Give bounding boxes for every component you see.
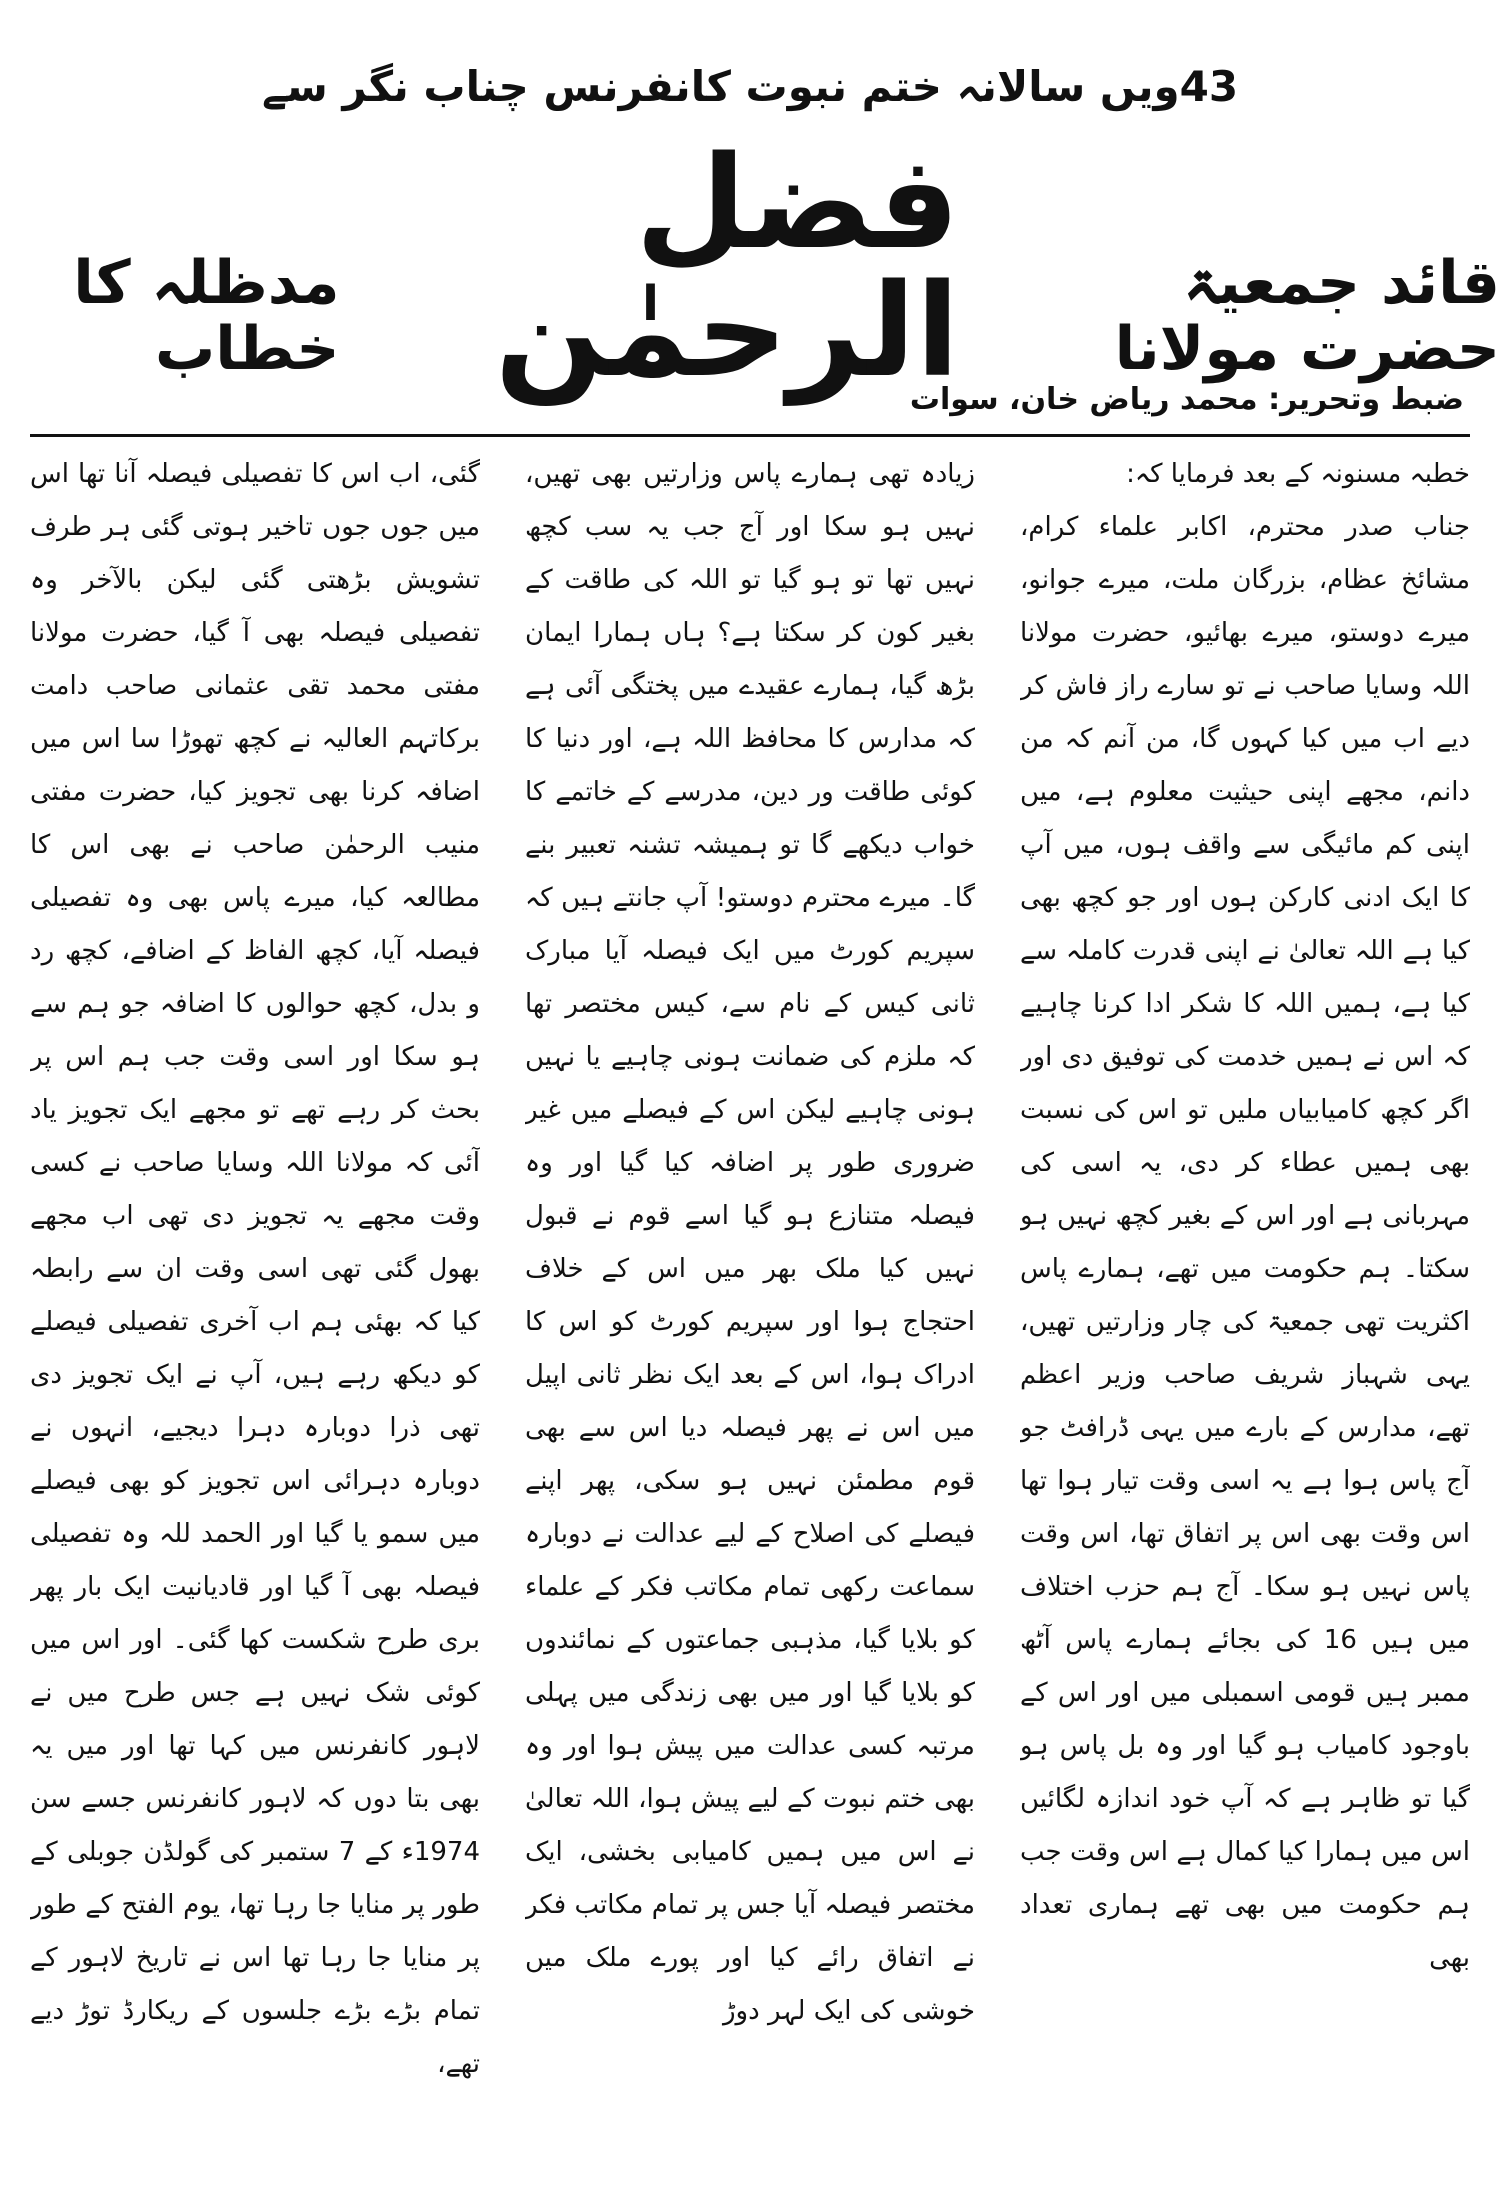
article-column-text: زیادہ تھی ہمارے پاس وزارتیں بھی تھیں، نہیں ہو سکا اور آج جب یہ سب کچھ نہیں تھا تو ہو گیا تو اللہ کی طاقت کے بغیر کون کر سکتا ہے؟ ہاں ہمارا ایمان بڑھ گیا، ہمارے عقیدے میں پختگی آئی ہے کہ مدارس کا محافظ اللہ ہے، اور دنیا کا کوئی طاقت ور دین، مدرسے کے خاتمے کا خواب دیکھے گا تو ہمیشہ تشنہ تعبیر بنے گا۔ میرے محترم دوستو! آپ جانتے ہیں کہ سپریم کورٹ میں ایک فیصلہ آیا مبارک ثانی کیس کے نام سے، کیس مختصر تھا کہ ملزم کی ضمانت ہونی چاہیے یا نہیں ہونی چاہیے لیکن اس کے فیصلے میں غیر ضروری طور پر اضافہ کیا گیا اور وہ فیصلہ متنازع ہو گیا اسے قوم نے قبول نہیں کیا ملک بھر میں اس کے خلاف احتجاج ہوا اور سپریم کورٹ کو اس کا ادراک ہوا، اس کے بعد ایک نظر ثانی اپیل میں اس نے پھر فیصلہ دیا اس سے بھی قوم مطمئن نہیں ہو سکی، پھر اپنے فیصلے کی اصلاح کے لیے عدالت نے دوبارہ سماعت رکھی تمام مکاتب فکر کے علماء کو بلایا گیا، مذہبی جماعتوں کے نمائندوں کو بلایا گیا اور میں بھی زندگی میں پہلی مرتبہ کسی عدالت میں پیش ہوا اور وہ بھی ختم نبوت کے لیے پیش ہوا، اللہ تعالیٰ نے اس میں ہمیں کامیابی بخشی، ایک مختصر فیصلہ آیا جس پر تمام مکاتب فکر نے اتفاق رائے کیا اور پورے ملک میں خوشی کی ایک لہر دوڑ	[525, 459, 975, 2026]
article-intro: خطبہ مسنونہ کے بعد فرمایا کہ:	[1126, 459, 1470, 489]
header-rule	[30, 434, 1470, 437]
headline-prefix: قائد جمعیۃ حضرت مولانا	[1114, 248, 1500, 384]
headline-name: فضل الرحمٰن	[494, 129, 960, 406]
article-column-text: گئی، اب اس کا تفصیلی فیصلہ آنا تھا اس میں جوں جوں تاخیر ہوتی گئی ہر طرف تشویش بڑھتی گئی لیکن بالآخر وہ تفصیلی فیصلہ بھی آ گیا، حضرت مولانا مفتی محمد تقی عثمانی صاحب دامت برکاتہم العالیہ نے کچھ تھوڑا سا اس میں اضافہ کرنا بھی تجویز کیا، حضرت مفتی منیب الرحمٰن صاحب نے بھی اس کا مطالعہ کیا، میرے پاس بھی وہ تفصیلی فیصلہ آیا، کچھ الفاظ کے اضافے، کچھ رد و بدل، کچھ حوالوں کا اضافہ جو ہم سے ہو سکا اور اسی وقت جب ہم اس پر بحث کر رہے تھے تو مجھے ایک تجویز یاد آئی کہ مولانا اللہ وسایا صاحب نے کسی وقت مجھے یہ تجویز دی تھی اب مجھے بھول گئی تھی اسی وقت ان سے رابطہ کیا کہ بھئی ہم اب آخری تفصیلی فیصلے کو دیکھ رہے ہیں، آپ نے ایک تجویز دی تھی ذرا دوبارہ دہرا دیجیے، انہوں نے دوبارہ دہرائی اس تجویز کو بھی فیصلے میں سمو یا گیا اور الحمد للہ وہ تفصیلی فیصلہ بھی آ گیا اور قادیانیت ایک بار پھر بری طرح شکست کھا گئی۔ اور اس میں کوئی شک نہیں ہے جس طرح میں نے لاہور کانفرنس میں کہا تھا اور میں یہ بھی بتا دوں کہ لاہور کانفرنس جسے سن 1974ء کے 7 ستمبر کی گولڈن جوبلی کے طور پر منایا جا رہا تھا، یوم الفتح کے طور پر منایا جا رہا تھا اس نے تاریخ لاہور کے تمام بڑے بڑے جلسوں کے ریکارڈ توڑ دیے تھے،	[30, 459, 480, 2079]
headline-suffix: مدظلہ کا خطاب	[73, 248, 340, 384]
kicker-line: 43ویں سالانہ ختم نبوت کانفرنس چناب نگر سے	[261, 62, 1239, 111]
article-column-2	[525, 448, 975, 2168]
byline: ضبط وتحریر: محمد ریاض خان، سوات	[909, 382, 1464, 417]
article-column-1	[1020, 448, 1470, 2168]
article-column-3	[30, 448, 480, 2168]
article-columns	[30, 448, 1470, 2168]
article-column-text: جناب صدر محترم، اکابر علماء کرام، مشائخ عظام، بزرگان ملت، میرے جوانو، میرے دوستو، میرے بھائیو، حضرت مولانا اللہ وسایا صاحب نے تو سارے راز فاش کر دیے اب میں کیا کہوں گا، من آنم کہ من دانم، مجھے اپنی حیثیت معلوم ہے، میں اپنی کم مائیگی سے واقف ہوں، میں آپ کا ایک ادنی کارکن ہوں اور جو کچھ بھی کیا ہے اللہ تعالیٰ نے اپنی قدرت کاملہ سے کیا ہے، ہمیں اللہ کا شکر ادا کرنا چاہیے کہ اس نے ہمیں خدمت کی توفیق دی اور اگر کچھ کامیابیاں ملیں تو اس کی نسبت بھی ہمیں عطاء کر دی، یہ اسی کی مہربانی ہے اور اس کے بغیر کچھ نہیں ہو سکتا۔ ہم حکومت میں تھے، ہمارے پاس اکثریت تھی جمعیۃ کی چار وزارتیں تھیں، یہی شہباز شریف صاحب وزیر اعظم تھے، مدارس کے بارے میں یہی ڈرافٹ جو آج پاس ہوا ہے یہ اسی وقت تیار ہوا تھا اس وقت بھی اس پر اتفاق تھا، اس وقت پاس نہیں ہو سکا۔ آج ہم حزب اختلاف میں ہیں 16 کی بجائے ہمارے پاس آٹھ ممبر ہیں قومی اسمبلی میں اور اس کے باوجود کامیاب ہو گیا اور وہ بل پاس ہو گیا تو ظاہر ہے کہ آپ خود اندازہ لگائیں اس میں ہمارا کیا کمال ہے اس وقت جب ہم حکومت میں بھی تھے ہماری تعداد بھی	[1020, 512, 1470, 1973]
